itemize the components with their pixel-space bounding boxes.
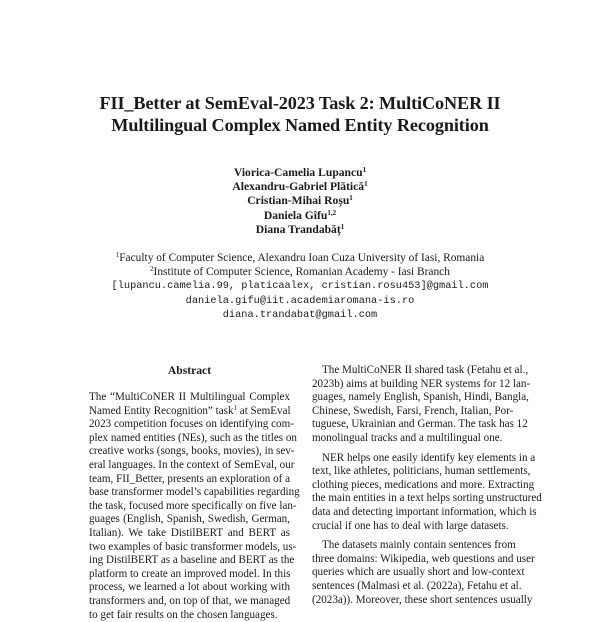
author [100,166,500,180]
abstract-heading: Abstract [89,364,290,378]
abstract-line: The “MultiCoNER II Multilingual Complex [89,391,290,405]
abstract-line: creative works (songs, books, movies), in sev- [89,445,290,459]
text-line: 2023b) aims at building NER systems for 12 lan- [312,378,513,392]
affiliation-mark: 1 [364,180,368,188]
affiliation-mark: 1 [116,251,120,259]
email-line: diana.trandabat@gmail.com [70,308,530,322]
affiliation-mark: 1 [349,194,353,202]
author [100,223,500,237]
author-list [100,166,500,237]
affiliation-block [70,251,530,322]
title-line-1: FII_Better at SemEval-2023 Task 2: MultiCoNER II [60,92,540,114]
text-line: The MultiCoNER II shared task (Fetahu et al., [312,364,513,378]
abstract-line: transformers and, on top of that, we managed [89,595,290,609]
paragraph [312,364,513,446]
author-name: Diana Trandabăț [256,223,341,236]
text-line: queries which are usually short and low-context [312,566,513,580]
author-name: Alexandru-Gabriel Plătică [232,180,364,193]
paragraph [312,539,513,607]
abstract-line [89,405,290,419]
abstract-line: 2023 competition focuses on identifying com- [89,418,290,432]
text-line: crucial if one has to deal with large datasets. [312,520,513,534]
abstract-line: to get fair results on the chosen languages. [89,609,290,622]
abstract-line: the task, focused more specifically on five lan- [89,500,290,514]
text-line: three domains: Wikipedia, web questions and user [312,553,513,567]
text-line: Chinese, Swedish, Farsi, French, Italian, Por- [312,405,513,419]
affiliation-text: Institute of Computer Science, Romanian Academy - Iasi Branch [154,266,450,278]
affiliation-mark: 2 [150,265,154,273]
email-line: daniela.gifu@iit.academiaromana-is.ro [70,294,530,308]
text-line: NER helps one easily identify key elements in a [312,452,513,466]
affiliation-mark: 1 [363,166,367,174]
text-line: the main entities in a text helps sorting unstructured [312,492,513,506]
text-line: guages, namely English, Spanish, Hindi, Bangla, [312,391,513,405]
email-line: [lupancu.camelia.99, platicaalex, cristian.rosu453]@gmail.com [70,279,530,293]
abstract-section [89,364,290,622]
author-name: Daniela Gîfu [264,209,327,222]
paper-title [60,92,540,136]
text-line: tuguese, Ukrainian and German. The task has 12 [312,418,513,432]
abstract-line: ing DistilBERT as a baseline and BERT as the [89,554,290,568]
text-line: The datasets mainly contain sentences from [312,539,513,553]
abstract-line: Italian). We take DistilBERT and BERT as [89,527,290,541]
author-name: Viorica-Camelia Lupancu [234,166,363,179]
abstract-line: guages (English, Spanish, Swedish, German, [89,513,290,527]
author [100,180,500,194]
abstract-text: Named Entity Recognition” task [89,405,234,417]
abstract-line: base transformer model’s capabilities regarding [89,486,290,500]
author-name: Cristian-Mihai Roșu [247,194,349,207]
abstract-line: process, we learned a lot about working with [89,581,290,595]
abstract-line: team, FII_Better, presents an exploration of a [89,473,290,487]
abstract-line: plex named entities (NEs), such as the titles on [89,432,290,446]
text-line: data and detecting important information, which is [312,506,513,520]
text-line: (2023a)). Moreover, these short sentences usually [312,594,513,608]
footnote-marker[interactable]: 1 [234,404,238,412]
abstract-line: two examples of basic transformer models, us- [89,541,290,555]
text-line: monolingual tracks and a multilingual one. [312,432,513,446]
abstract-line: eral languages. In the context of SemEval, our [89,459,290,473]
text-line: sentences (Malmasi et al. (2022a), Fetahu et al. [312,580,513,594]
abstract-line: platform to create an improved model. In this [89,568,290,582]
affiliation [70,251,530,265]
title-line-2: Multilingual Complex Named Entity Recognition [60,114,540,136]
author [100,194,500,208]
author [100,209,500,223]
abstract-body [89,391,290,622]
text-line: text, like athletes, politicians, human settlements, [312,465,513,479]
text-line: clothing pieces, medications and more. Extracting [312,479,513,493]
affiliation-mark: 1 [341,223,345,231]
affiliation [70,265,530,279]
affiliation-text: Faculty of Computer Science, Alexandru Ioan Cuza University of Iasi, Romania [119,252,484,264]
paragraph [312,452,513,534]
abstract-text: at SemEval [237,405,291,417]
introduction-section [312,364,513,607]
affiliation-mark: 1,2 [327,209,336,217]
